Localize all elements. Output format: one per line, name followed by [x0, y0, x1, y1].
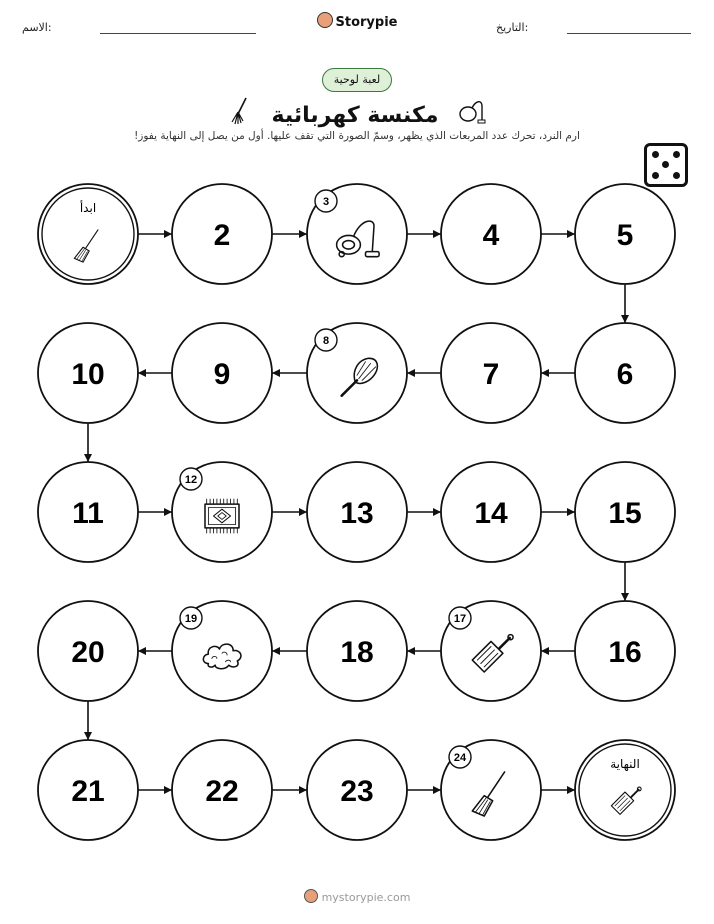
path-arrow	[541, 786, 575, 794]
space-number: 20	[71, 636, 105, 669]
path-arrow	[272, 647, 307, 655]
board-space	[38, 323, 138, 423]
space-number: 14	[474, 497, 508, 530]
path-arrow	[541, 230, 575, 238]
board-space	[441, 462, 541, 562]
path-arrow	[541, 647, 575, 655]
space-number: 24	[453, 752, 467, 764]
board-space	[172, 462, 272, 562]
board-space	[38, 462, 138, 562]
date-label: التاريخ:	[496, 21, 529, 34]
space-number: 21	[71, 775, 105, 808]
path-arrow	[138, 230, 172, 238]
path-arrow	[541, 508, 575, 516]
path-arrow	[138, 508, 172, 516]
start-space	[38, 184, 138, 284]
title-text: مكنسة كهربائية	[271, 103, 439, 128]
space-number: 4	[482, 219, 500, 252]
path-arrow	[621, 284, 629, 323]
space-number: 13	[340, 497, 374, 530]
board-space	[307, 462, 407, 562]
path-arrow	[138, 647, 172, 655]
path-arrow	[272, 786, 307, 794]
space-number: 12	[184, 474, 198, 486]
brand-name: Storypie	[335, 15, 398, 30]
board-space	[441, 740, 541, 840]
space-number: 2	[213, 219, 231, 252]
path-arrow	[541, 369, 575, 377]
instructions: ارم النرد، تحرك عدد المربعات الذي يظهر، وسمّ الصورة التي تقف عليها. أول من يصل إلى النهاية يفوز!	[134, 130, 580, 142]
space-number: 3	[322, 196, 330, 208]
space-number: 9	[213, 358, 231, 391]
board-space	[575, 323, 675, 423]
board-space	[575, 601, 675, 701]
space-number: 11	[72, 497, 104, 530]
board-space	[172, 184, 272, 284]
space-number: 18	[340, 636, 374, 669]
space-number: 8	[322, 335, 330, 347]
board-space	[307, 184, 407, 284]
space-number: 7	[482, 358, 500, 391]
board-space	[575, 184, 675, 284]
space-number: 22	[205, 775, 239, 808]
board-space	[38, 740, 138, 840]
space-number: 10	[71, 358, 105, 391]
game-type-badge: لعبة لوحية	[322, 68, 392, 92]
path-arrow	[407, 230, 441, 238]
path-arrow	[407, 369, 441, 377]
path-arrow	[84, 423, 92, 462]
board-space	[307, 601, 407, 701]
path-arrow	[407, 647, 441, 655]
space-number: 17	[453, 613, 467, 625]
space-number: 15	[608, 497, 642, 530]
board-space	[307, 740, 407, 840]
end-label: النهاية	[610, 757, 640, 771]
board-space	[172, 601, 272, 701]
path-arrow	[621, 562, 629, 601]
board-space	[172, 323, 272, 423]
footer	[0, 889, 714, 904]
space-number: 16	[608, 636, 642, 669]
board-space	[441, 184, 541, 284]
footer-url: mystorypie.com	[321, 891, 411, 904]
board-space	[575, 462, 675, 562]
board-space	[172, 740, 272, 840]
space-number: 23	[340, 775, 374, 808]
board-space	[441, 323, 541, 423]
board-space	[38, 601, 138, 701]
board-space	[307, 323, 407, 423]
path-arrow	[272, 508, 307, 516]
bear-icon	[304, 889, 318, 903]
path-arrow	[138, 786, 172, 794]
start-label: ابدأ	[79, 201, 97, 215]
space-number: 19	[184, 613, 198, 625]
path-arrow	[84, 701, 92, 740]
name-label: الاسم:	[22, 21, 52, 34]
finish-space	[575, 740, 675, 840]
space-number: 5	[616, 219, 634, 252]
path-arrow	[138, 369, 172, 377]
path-arrow	[272, 369, 307, 377]
path-arrow	[272, 230, 307, 238]
path-arrow	[407, 508, 441, 516]
space-number: 6	[616, 358, 634, 391]
path-arrow	[407, 786, 441, 794]
board-space	[441, 601, 541, 701]
